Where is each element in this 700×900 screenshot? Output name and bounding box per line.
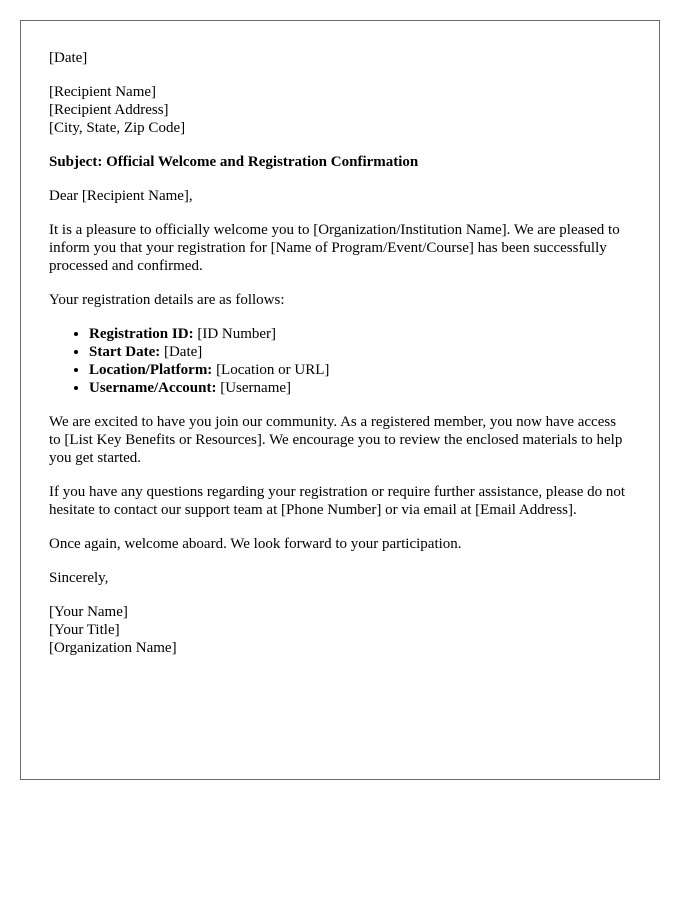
detail-value: [Location or URL] [212, 362, 330, 378]
detail-value: [ID Number] [193, 326, 277, 342]
paragraph-welcome: It is a pleasure to officially welcome you to [Organization/Institution Name]. We are pleased to inform you that your registration for [Name of Program/Event/Course] has been successfully processed and confirmed. [49, 222, 620, 274]
paragraph-support: If you have any questions regarding your registration or require further assistance, please do not hesitate to contact our support team at [Phone Number] or via email at [Email Address]. [49, 484, 626, 518]
detail-label: Registration ID: [89, 326, 194, 342]
letter-salutation: Dear [Recipient Name], [49, 188, 193, 204]
signature-block [49, 603, 631, 657]
signature-organization: [Organization Name] [49, 640, 177, 656]
detail-item-start-date [89, 343, 631, 361]
signature-title: [Your Title] [49, 622, 120, 638]
detail-item-location-platform [89, 361, 631, 379]
details-intro: Your registration details are as follows: [49, 292, 285, 308]
paragraph-closing-remark: Once again, welcome aboard. We look forward to your participation. [49, 536, 462, 552]
detail-label: Username/Account: [89, 380, 217, 396]
letter-closing: Sincerely, [49, 570, 109, 586]
detail-value: [Username] [216, 380, 292, 396]
paragraph-community: We are excited to have you join our community. As a registered member, you now have access to [List Key Benefits or Resources]. We encourage you to review the enclosed materials to help you get started. [49, 414, 623, 466]
letter-subject: Subject: Official Welcome and Registration Confirmation [49, 154, 419, 170]
recipient-name: [Recipient Name] [49, 84, 157, 100]
detail-value: [Date] [160, 344, 203, 360]
recipient-block [49, 83, 631, 137]
letter-page [20, 20, 660, 780]
recipient-city-state-zip: [City, State, Zip Code] [49, 120, 186, 136]
recipient-address: [Recipient Address] [49, 102, 169, 118]
detail-label: Start Date: [89, 344, 161, 360]
detail-item-registration-id [89, 325, 631, 343]
detail-label: Location/Platform: [89, 362, 213, 378]
detail-item-username-account [89, 379, 631, 397]
signature-name: [Your Name] [49, 604, 128, 620]
registration-details-list [49, 325, 631, 397]
letter-date: [Date] [49, 50, 88, 66]
